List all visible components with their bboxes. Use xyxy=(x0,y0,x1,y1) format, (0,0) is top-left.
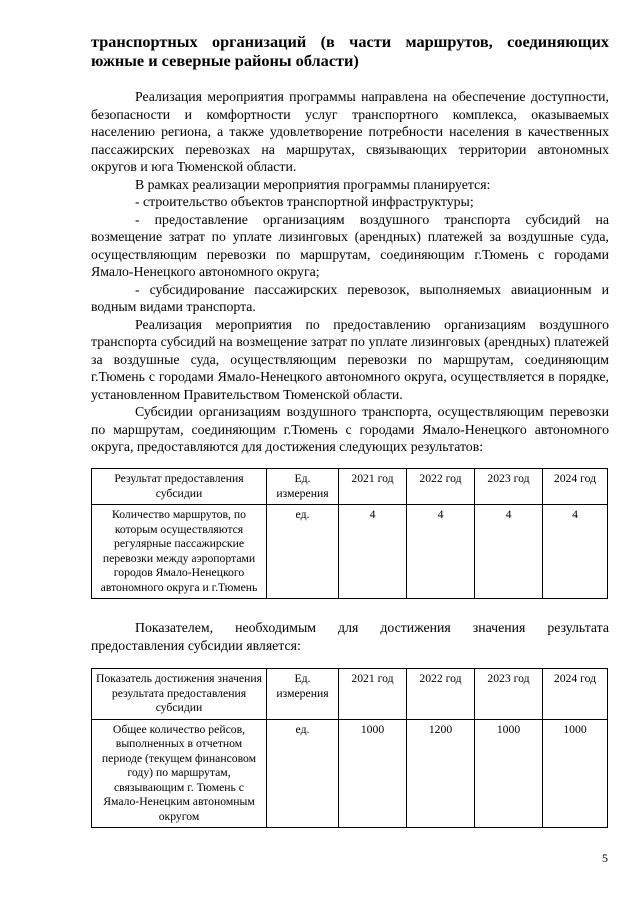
paragraph: В рамках реализации мероприятия программы планируется: xyxy=(135,176,491,192)
table-header-cell: 2024 год xyxy=(543,669,608,720)
table-header-row xyxy=(92,669,608,720)
indicator-intro: Показателем, необходимым для достижения значения результата предоставления субсидии является: xyxy=(91,620,609,653)
list-item: - субсидирование пассажирских перевозок, выполняемых авиационным и водным видами транспорта. xyxy=(91,281,609,314)
section-heading: транспортных организаций (в части маршрутов, соединяющих южные и северные районы области) xyxy=(91,32,609,70)
page-number: 5 xyxy=(602,851,608,865)
table-cell: ед. xyxy=(267,505,339,599)
indicator-table xyxy=(91,668,608,828)
list-item: - строительство объектов транспортной инфраструктуры; xyxy=(135,194,474,209)
table-cell: ед. xyxy=(267,719,339,828)
table-cell: 4 xyxy=(543,505,608,599)
table-cell: 4 xyxy=(339,505,407,599)
table-header-cell: Результат предоставления субсидии xyxy=(92,469,267,505)
table-cell: 1200 xyxy=(407,719,475,828)
table-cell: 4 xyxy=(475,505,543,599)
table-header-cell: 2022 год xyxy=(407,669,475,720)
table-row xyxy=(92,719,608,828)
table-cell: 1000 xyxy=(475,719,543,828)
paragraph: Реализация мероприятия по предоставлению организациям воздушного транспорта субсидий на возмещение затрат по уплате лизинговых (арендных) платежей за воздушные суда, осуществляющим перевозки по маршрутам, соединяющим г.Тюмень с городами Ямало-Ненецкого автономного округа, осуществляется в порядке, установленном Правительством Тюменской области. xyxy=(91,316,609,402)
body-text xyxy=(91,88,609,456)
list-item: - предоставление организациям воздушного транспорта субсидий на возмещение затрат по уплате лизинговых (арендных) платежей за воздушные суда, осуществляющим перевозки по маршрутам, соединяющим г.Тюмень с городами Ямало-Ненецкого автономного округа; xyxy=(91,211,609,279)
table-cell: 1000 xyxy=(339,719,407,828)
table-header-cell: Ед. измерения xyxy=(267,669,339,720)
table-header-cell: 2022 год xyxy=(407,469,475,505)
table-header-cell: 2024 год xyxy=(543,469,608,505)
table-header-cell: 2023 год xyxy=(475,669,543,720)
table-cell: Общее количество рейсов, выполненных в отчетном периоде (текущем финансовом году) по маршрутам, связывающим г. Тюмень с Ямало-Ненецким автономным округом xyxy=(92,719,267,828)
table-header-cell: 2021 год xyxy=(339,469,407,505)
table-header-cell: Показатель достижения значения результата предоставления субсидии xyxy=(92,669,267,720)
table-header-cell: Ед. измерения xyxy=(267,469,339,505)
table-cell: 4 xyxy=(407,505,475,599)
results-table xyxy=(91,468,608,599)
table-header-row xyxy=(92,469,608,505)
table-header-cell: 2023 год xyxy=(475,469,543,505)
paragraph: Реализация мероприятия программы направлена на обеспечение доступности, безопасности и комфортности услуг транспортного комплекса, оказываемых населению региона, а также удовлетворение потребности населения в качественных пассажирских перевозках на маршрутах, связывающих территории автономных округов и юга Тюменской области. xyxy=(91,89,609,174)
table-cell: 1000 xyxy=(543,719,608,828)
table-header-cell: 2021 год xyxy=(339,669,407,720)
paragraph: Субсидии организациям воздушного транспорта, осуществляющим перевозки по маршрутам, соединяющим г.Тюмень с городами Ямало-Ненецкого автономного округа, предоставляются для достижения следующих результатов: xyxy=(91,404,609,454)
table-cell: Количество маршрутов, по которым осуществляются регулярные пассажирские перевозки между аэропортами городов Ямало-Ненецкого автономного округа и г.Тюмень xyxy=(92,505,267,599)
table-row xyxy=(92,505,608,599)
